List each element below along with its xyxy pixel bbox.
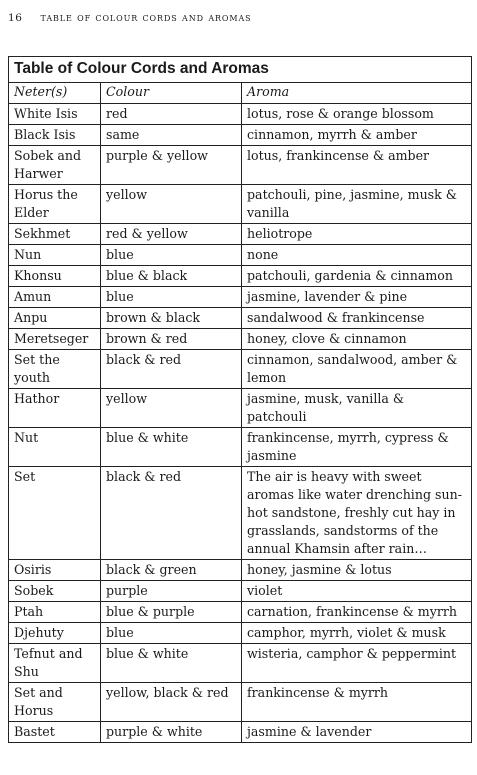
neter-cell: Ptah — [9, 602, 101, 623]
table-row — [9, 560, 472, 581]
neter-cell: Anpu — [9, 308, 101, 329]
neter-cell: Nut — [9, 428, 101, 467]
colour-cell: purple & yellow — [101, 146, 242, 185]
column-header-aroma: Aroma — [242, 83, 472, 104]
table-row — [9, 644, 472, 683]
neter-cell: Nun — [9, 245, 101, 266]
neter-cell: Osiris — [9, 560, 101, 581]
aroma-cell: cinnamon, sandalwood, amber & lemon — [242, 350, 472, 389]
colour-cell: blue — [101, 287, 242, 308]
colour-cell: yellow — [101, 185, 242, 224]
colour-cell: brown & red — [101, 329, 242, 350]
running-head — [8, 11, 252, 24]
colour-cell: black & green — [101, 560, 242, 581]
page-number: 16 — [8, 12, 23, 24]
table-body — [9, 104, 472, 743]
colour-cell: blue & purple — [101, 602, 242, 623]
neter-cell: Sekhmet — [9, 224, 101, 245]
table-row — [9, 308, 472, 329]
neter-cell: Set — [9, 467, 101, 560]
table-row — [9, 266, 472, 287]
aroma-cell: honey, jasmine & lotus — [242, 560, 472, 581]
aroma-cell: cinnamon, myrrh & amber — [242, 125, 472, 146]
table-row — [9, 623, 472, 644]
aroma-cell: honey, clove & cinnamon — [242, 329, 472, 350]
aroma-cell: carnation, frankincense & myrrh — [242, 602, 472, 623]
column-header-neter: Neter(s) — [9, 83, 101, 104]
neter-cell: Tefnut and Shu — [9, 644, 101, 683]
colour-cell: black & red — [101, 467, 242, 560]
running-title: table of colour cords and aromas — [40, 11, 252, 24]
aroma-cell: jasmine, lavender & pine — [242, 287, 472, 308]
colour-cell: blue & white — [101, 644, 242, 683]
table-row — [9, 602, 472, 623]
colour-cell: blue & black — [101, 266, 242, 287]
neter-cell: Set the youth — [9, 350, 101, 389]
aroma-cell: sandalwood & frankincense — [242, 308, 472, 329]
table-row — [9, 125, 472, 146]
table-row — [9, 350, 472, 389]
colour-cell: blue & white — [101, 428, 242, 467]
aroma-cell: patchouli, gardenia & cinnamon — [242, 266, 472, 287]
aroma-cell: violet — [242, 581, 472, 602]
table-row — [9, 389, 472, 428]
table-row — [9, 185, 472, 224]
neter-cell: Djehuty — [9, 623, 101, 644]
colour-cell: blue — [101, 245, 242, 266]
aroma-cell: patchouli, pine, jasmine, musk & vanilla — [242, 185, 472, 224]
neter-cell: White Isis — [9, 104, 101, 125]
neter-cell: Amun — [9, 287, 101, 308]
aroma-cell: lotus, frankincense & amber — [242, 146, 472, 185]
table-row — [9, 245, 472, 266]
colour-cell: yellow — [101, 389, 242, 428]
neter-cell: Hathor — [9, 389, 101, 428]
neter-cell: Horus the Elder — [9, 185, 101, 224]
neter-cell: Bastet — [9, 722, 101, 743]
aroma-cell: jasmine, musk, vanilla & patchouli — [242, 389, 472, 428]
colour-cell: purple & white — [101, 722, 242, 743]
neter-cell: Khonsu — [9, 266, 101, 287]
colour-cell: red — [101, 104, 242, 125]
aroma-cell: heliotrope — [242, 224, 472, 245]
aroma-cell: The air is heavy with sweet aromas like water drenching sun-hot sandstone, freshly cut hay in grasslands, sandstorms of the annual Khamsin after rain… — [242, 467, 472, 560]
neter-cell: Sobek — [9, 581, 101, 602]
aroma-cell: jasmine & lavender — [242, 722, 472, 743]
colour-cell: black & red — [101, 350, 242, 389]
column-header-colour: Colour — [101, 83, 242, 104]
colour-cell: red & yellow — [101, 224, 242, 245]
table-row — [9, 329, 472, 350]
colour-cords-table — [8, 56, 472, 743]
colour-cell: brown & black — [101, 308, 242, 329]
aroma-cell: camphor, myrrh, violet & musk — [242, 623, 472, 644]
table-row — [9, 722, 472, 743]
table-row — [9, 104, 472, 125]
neter-cell: Set and Horus — [9, 683, 101, 722]
neter-cell: Meretseger — [9, 329, 101, 350]
table-row — [9, 224, 472, 245]
neter-cell: Black Isis — [9, 125, 101, 146]
colour-cell: yellow, black & red — [101, 683, 242, 722]
aroma-cell: lotus, rose & orange blossom — [242, 104, 472, 125]
table-row — [9, 287, 472, 308]
neter-cell: Sobek and Harwer — [9, 146, 101, 185]
table-row — [9, 467, 472, 560]
colour-cell: purple — [101, 581, 242, 602]
table-title: Table of Colour Cords and Aromas — [9, 57, 472, 83]
colour-cell: blue — [101, 623, 242, 644]
table-row — [9, 146, 472, 185]
table-row — [9, 581, 472, 602]
aroma-cell: none — [242, 245, 472, 266]
colour-cell: same — [101, 125, 242, 146]
table-row — [9, 428, 472, 467]
aroma-cell: wisteria, camphor & peppermint — [242, 644, 472, 683]
aroma-cell: frankincense & myrrh — [242, 683, 472, 722]
table-row — [9, 683, 472, 722]
aroma-cell: frankincense, myrrh, cypress & jasmine — [242, 428, 472, 467]
